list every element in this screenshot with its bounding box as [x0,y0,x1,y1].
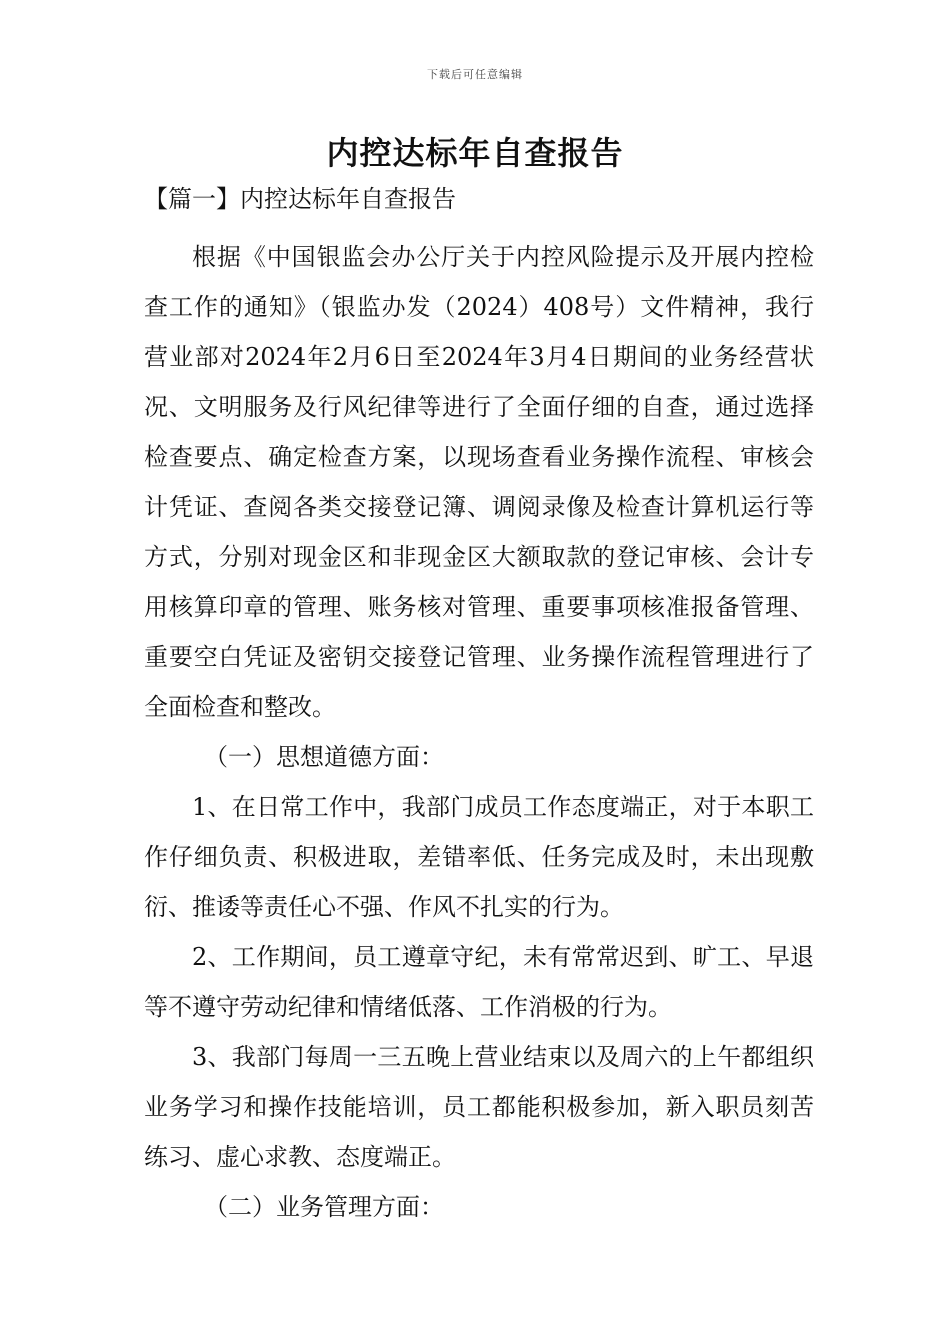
paragraph-item-3: 3、我部门每周一三五晚上营业结束以及周六的上午都组织业务学习和操作技能培训，员工都能积极参加，新入职员刻苦练习、虚心求教、态度端正。 [144,1043,814,1171]
subheading-business: （二）业务管理方面： [204,1193,444,1221]
section-heading: 【篇一】内控达标年自查报告 [144,185,456,213]
document-body [144,232,814,1232]
paragraph-item-1: 1、在日常工作中，我部门成员工作态度端正，对于本职工作仔细负责、积极进取，差错率低、任务完成及时，未出现敷衍、推诿等责任心不强、作风不扎实的行为。 [144,793,814,921]
subheading-moral: （一）思想道德方面： [204,743,444,771]
paragraph-item-2: 2、工作期间，员工遵章守纪，未有常常迟到、旷工、早退等不遵守劳动纪律和情绪低落、工作消极的行为。 [144,943,814,1021]
document-title: 内控达标年自查报告 [326,134,624,172]
paragraph-intro: 根据《中国银监会办公厅关于内控风险提示及开展内控检查工作的通知》（银监办发（2024）408号）文件精神，我行营业部对2024年2月6日至2024年3月4日期间的业务经营状况、文明服务及行风纪律等进行了全面仔细的自查，通过选择检查要点、确定检查方案，以现场查看业务操作流程、审核会计凭证、查阅各类交接登记簿、调阅录像及检查计算机运行等方式，分别对现金区和非现金区大额取款的登记审核、会计专用核算印章的管理、账务核对管理、重要事项核准报备管理、重要空白凭证及密钥交接登记管理、业务操作流程管理进行了全面检查和整改。 [144,243,814,721]
header-note: 下载后可任意编辑 [427,68,523,81]
